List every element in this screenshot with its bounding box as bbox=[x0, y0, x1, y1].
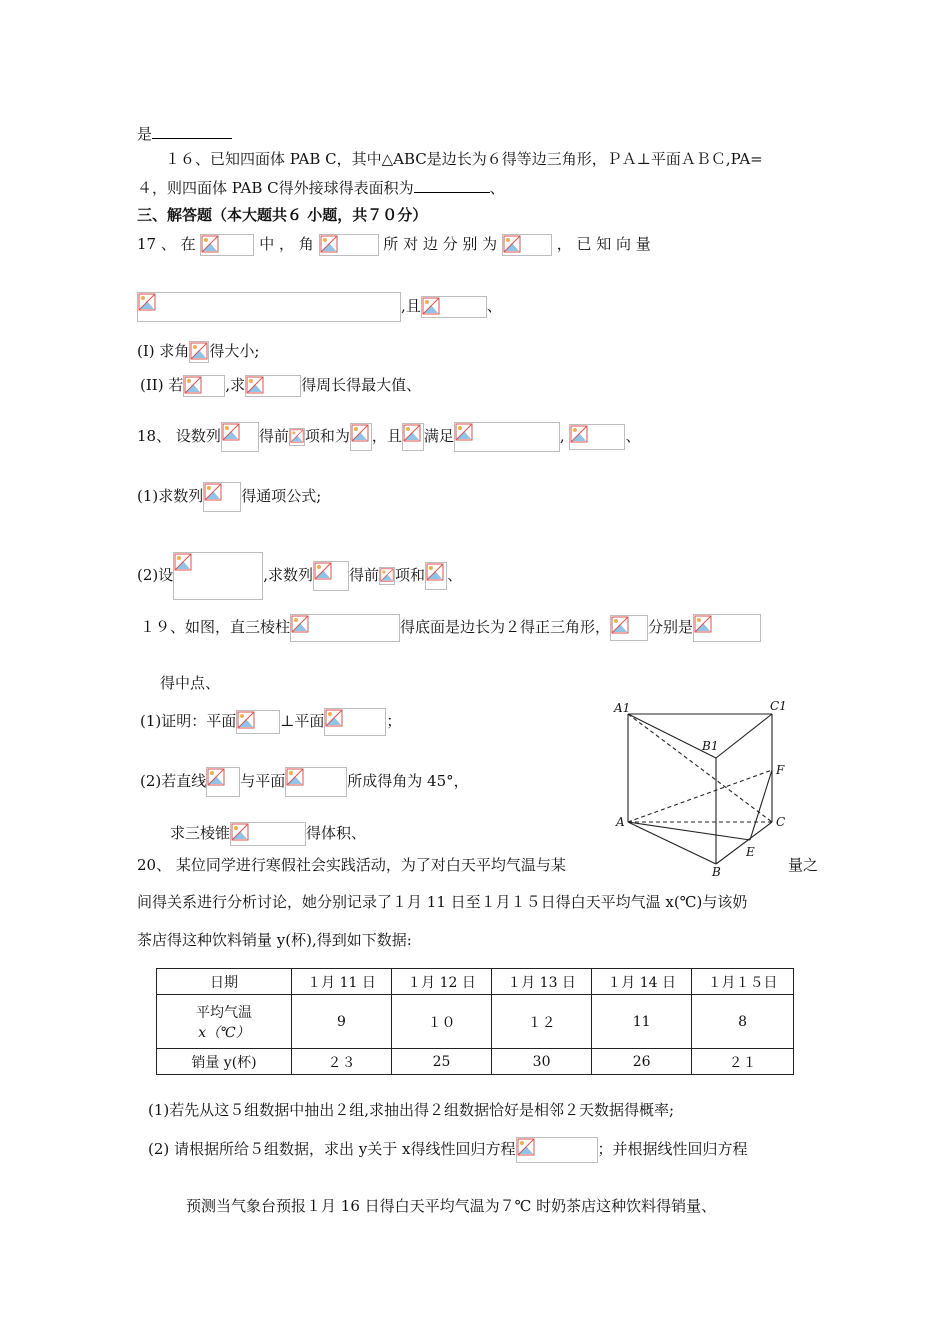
formula-image bbox=[189, 341, 209, 363]
table-header: １月 13 日 bbox=[492, 969, 592, 995]
broken-image-icon bbox=[422, 297, 440, 315]
answer-blank bbox=[414, 176, 490, 193]
label-C: C bbox=[776, 815, 786, 829]
broken-image-icon bbox=[138, 293, 156, 311]
broken-image-icon bbox=[503, 235, 521, 253]
broken-image-icon bbox=[380, 568, 394, 582]
broken-image-icon bbox=[174, 553, 192, 571]
q19-line-2: 得中点、 bbox=[160, 674, 221, 692]
formula-image bbox=[350, 423, 372, 451]
label-A: A bbox=[616, 815, 625, 829]
broken-image-icon bbox=[207, 768, 225, 786]
broken-image-icon bbox=[314, 562, 332, 580]
q20-part-2: (2) 请根据所给５组数据，求出 y关于 x得线性回归方程 ；并根据线性回归方程 bbox=[148, 1137, 748, 1163]
formula-image bbox=[402, 423, 424, 451]
formula-image bbox=[285, 767, 347, 797]
section-heading: 三、解答题（本大题共６ 小题，共７０分） bbox=[137, 206, 428, 224]
formula-image bbox=[206, 767, 240, 797]
q20-line-2: 间得关系进行分析讨论，她分别记录了１月 11 日至１月１５日得白天平均气温 x(℃)与该奶 bbox=[137, 893, 748, 911]
q19-part-2: (2)若直线 与平面 所成得角为 45°， bbox=[140, 767, 469, 797]
table-row bbox=[157, 1049, 794, 1075]
broken-image-icon bbox=[190, 342, 208, 360]
prism-figure bbox=[612, 700, 802, 876]
q17-line-2: ,且 、 bbox=[137, 292, 502, 322]
table-header: １月 12 日 bbox=[392, 969, 492, 995]
q20-part-3: 预测当气象台预报１月 16 日得白天平均气温为７℃ 时奶茶店这种饮料得销量、 bbox=[186, 1197, 717, 1215]
broken-image-icon bbox=[237, 711, 255, 729]
table-cell: 25 bbox=[392, 1049, 492, 1075]
table-cell: １０ bbox=[392, 995, 492, 1049]
edge-b1c1 bbox=[716, 714, 772, 758]
formula-image bbox=[183, 375, 225, 397]
formula-image bbox=[173, 552, 263, 600]
table-cell: １２ bbox=[492, 995, 592, 1049]
table-cell: 11 bbox=[592, 995, 692, 1049]
q18-line-1: 18、 设数列 得前 项和为 ，且 满足 , 、 bbox=[137, 422, 641, 452]
edge-ef bbox=[750, 770, 772, 840]
broken-image-icon bbox=[351, 424, 369, 442]
answer-blank bbox=[152, 122, 232, 139]
q19-line-1: １９、如图，直三棱柱 得底面是边长为２得正三角形， 分别是 bbox=[140, 614, 761, 642]
q19-part-3: 求三棱锥 得体积、 bbox=[170, 822, 366, 846]
q18-part-1: (1)求数列 得通项公式; bbox=[137, 482, 321, 512]
q20-line-1: 20、 某位同学进行寒假社会实践活动，为了对白天平均气温与某 bbox=[137, 856, 566, 874]
table-cell: ２３ bbox=[292, 1049, 392, 1075]
broken-image-icon bbox=[290, 429, 304, 443]
label-B: B bbox=[712, 865, 721, 876]
broken-image-icon bbox=[201, 235, 219, 253]
q17-line-1: 17 、 在 中 ， 角 所 对 边 分 别 为 ， 已 知 向 量 bbox=[137, 234, 651, 256]
q20-line-3: 茶店得这种饮料销量 y(杯),得到如下数据: bbox=[137, 931, 412, 949]
label-A1: A1 bbox=[614, 701, 631, 715]
table-cell: 26 bbox=[592, 1049, 692, 1075]
formula-image bbox=[203, 482, 241, 512]
broken-image-icon bbox=[231, 823, 249, 841]
table-header: １月 11 日 bbox=[292, 969, 392, 995]
q17-part-1: (I) 求角 得大小; bbox=[137, 341, 259, 363]
table-header: 日期 bbox=[157, 969, 292, 995]
broken-image-icon bbox=[286, 768, 304, 786]
formula-image bbox=[221, 422, 259, 452]
q16-line-1: １６、已知四面体 PAB C，其中△ABC是边长为６得等边三角形，ＰＡ⊥平面ＡＢＣ,PA= bbox=[165, 150, 763, 168]
formula-image bbox=[502, 234, 552, 256]
broken-image-icon bbox=[184, 376, 202, 394]
label-F: F bbox=[776, 763, 785, 777]
broken-image-icon bbox=[246, 376, 264, 394]
formula-image bbox=[230, 822, 306, 846]
formula-image bbox=[324, 708, 386, 736]
table-cell: 9 bbox=[292, 995, 392, 1049]
formula-image bbox=[290, 614, 400, 642]
broken-image-icon bbox=[325, 709, 343, 727]
edge-bc bbox=[716, 822, 772, 864]
broken-image-icon bbox=[291, 615, 309, 633]
formula-image bbox=[425, 562, 447, 590]
row-label: 平均气温 x（℃） bbox=[157, 995, 292, 1049]
formula-image bbox=[569, 424, 625, 450]
formula-image bbox=[313, 561, 349, 591]
broken-image-icon bbox=[320, 235, 338, 253]
broken-image-icon bbox=[694, 615, 712, 633]
broken-image-icon bbox=[426, 563, 444, 581]
broken-image-icon bbox=[403, 424, 421, 442]
formula-image bbox=[200, 234, 254, 256]
q18-part-2: (2)设 ,求数列 得前 项和 、 bbox=[137, 552, 462, 600]
broken-image-icon bbox=[455, 423, 473, 441]
q17-part-2: (II) 若 ,求 得周长得最大值、 bbox=[140, 375, 421, 397]
label-E: E bbox=[746, 845, 755, 859]
temperature-sales-table bbox=[156, 968, 794, 1075]
table-header: １月１５日 bbox=[692, 969, 794, 995]
formula-image bbox=[610, 615, 648, 641]
broken-image-icon bbox=[517, 1138, 535, 1156]
label-B1: B1 bbox=[702, 739, 719, 753]
formula-image bbox=[516, 1137, 598, 1163]
formula-image bbox=[245, 375, 301, 397]
table-cell: 30 bbox=[492, 1049, 592, 1075]
table-cell: 8 bbox=[692, 995, 794, 1049]
q16-line-2: ４，则四面体 PAB C得外接球得表面积为 、 bbox=[137, 176, 505, 198]
table-row bbox=[157, 969, 794, 995]
formula-image bbox=[236, 710, 280, 734]
table-cell: ２１ bbox=[692, 1049, 794, 1075]
formula-image bbox=[137, 292, 401, 322]
formula-image bbox=[379, 567, 395, 585]
table-row bbox=[157, 995, 794, 1049]
formula-image bbox=[454, 422, 560, 452]
formula-image bbox=[421, 296, 487, 318]
formula-image bbox=[319, 234, 379, 256]
formula-image bbox=[693, 614, 761, 642]
label-C1: C1 bbox=[770, 700, 787, 713]
q20-line-1-end: 量之 bbox=[788, 856, 819, 874]
table-header: １月 14 日 bbox=[592, 969, 692, 995]
broken-image-icon bbox=[222, 423, 240, 441]
edge-af bbox=[628, 770, 772, 822]
q19-part-1: (1)证明：平面 ⊥平面 ； bbox=[140, 708, 401, 736]
row-label: 销量 y(杯) bbox=[157, 1049, 292, 1075]
formula-image bbox=[289, 428, 305, 446]
q20-part-1: (1)若先从这５组数据中抽出２组,求抽出得２组数据恰好是相邻２天数据得概率; bbox=[148, 1101, 675, 1119]
broken-image-icon bbox=[570, 425, 588, 443]
broken-image-icon bbox=[204, 483, 222, 501]
edge-a1c bbox=[628, 714, 772, 822]
broken-image-icon bbox=[611, 616, 629, 634]
line-0: 是 bbox=[137, 122, 232, 144]
